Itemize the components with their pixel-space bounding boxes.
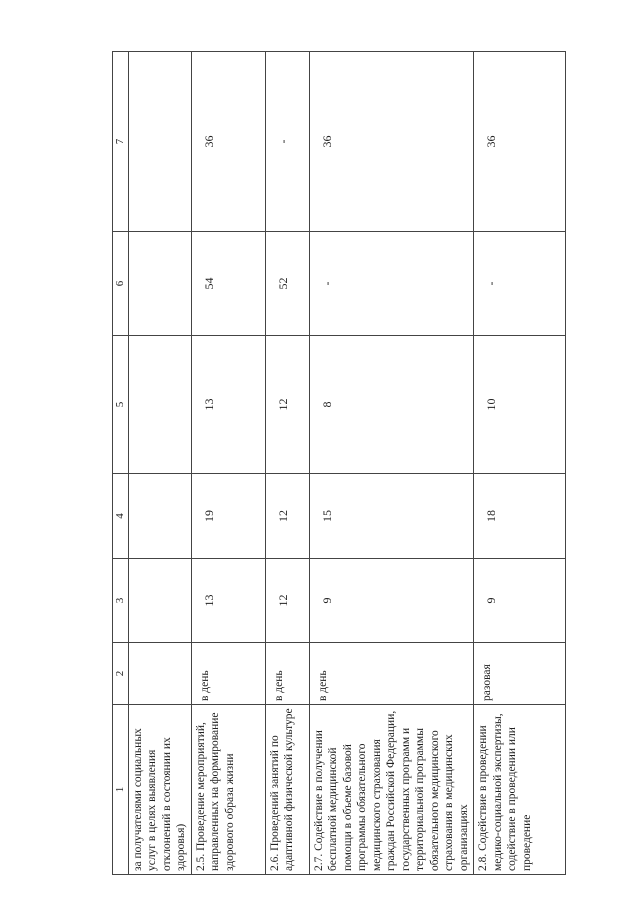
cell-value: 15 bbox=[309, 474, 474, 559]
frequency: разовая bbox=[474, 643, 566, 705]
frequency: в день bbox=[191, 643, 265, 705]
frequency: в день bbox=[265, 643, 309, 705]
table-row bbox=[474, 52, 566, 875]
cell-value: 12 bbox=[265, 336, 309, 474]
cell-value bbox=[128, 336, 191, 474]
service-name: за получателями социальных услуг в целях выявления отклонений в состоянии их здоровья) bbox=[128, 705, 191, 875]
service-name: 2.7. Содействие в получении бесплатной медицинской помощи в объеме базовой программы обязательного медицинского страхования граждан Российской Федерации, государственных программ и территориальной программы обязательного медицинского страхования в медицинских организациях bbox=[309, 705, 474, 875]
column-number: 4 bbox=[113, 474, 129, 559]
frequency bbox=[128, 643, 191, 705]
column-number: 3 bbox=[113, 559, 129, 643]
cell-value: 9 bbox=[309, 559, 474, 643]
cell-value: 8 bbox=[309, 336, 474, 474]
cell-value: 9 bbox=[474, 559, 566, 643]
service-name: 2.5. Проведение мероприятий, направленных на формирование здорового образа жизни bbox=[191, 705, 265, 875]
cell-value: 36 bbox=[474, 52, 566, 232]
cell-value: 36 bbox=[191, 52, 265, 232]
table-row bbox=[191, 52, 265, 875]
column-number: 6 bbox=[113, 232, 129, 336]
cell-value: 18 bbox=[474, 474, 566, 559]
cell-value: 13 bbox=[191, 559, 265, 643]
column-number: 5 bbox=[113, 336, 129, 474]
frequency: в день bbox=[309, 643, 474, 705]
cell-value: - bbox=[309, 232, 474, 336]
cell-value: 12 bbox=[265, 559, 309, 643]
service-name: 2.6. Проведений занятий по адаптивной физической культуре bbox=[265, 705, 309, 875]
rotated-table-container bbox=[112, 52, 533, 875]
header-row bbox=[113, 52, 129, 875]
column-number: 7 bbox=[113, 52, 129, 232]
cell-value: 12 bbox=[265, 474, 309, 559]
cell-value: 10 bbox=[474, 336, 566, 474]
service-name: 2.8. Содействие в проведении медико-социальной экспертизы, содействие в проведении или проведение bbox=[474, 705, 566, 875]
cell-value: 52 bbox=[265, 232, 309, 336]
cell-value bbox=[128, 52, 191, 232]
services-table bbox=[112, 51, 566, 875]
cell-value: - bbox=[474, 232, 566, 336]
cell-value: 13 bbox=[191, 336, 265, 474]
cell-value: 19 bbox=[191, 474, 265, 559]
cell-value bbox=[128, 474, 191, 559]
cell-value: - bbox=[265, 52, 309, 232]
cell-value bbox=[128, 559, 191, 643]
table-row bbox=[309, 52, 474, 875]
table-row bbox=[265, 52, 309, 875]
column-number: 1 bbox=[113, 705, 129, 875]
cell-value: 36 bbox=[309, 52, 474, 232]
cell-value: 54 bbox=[191, 232, 265, 336]
table-row bbox=[128, 52, 191, 875]
column-number: 2 bbox=[113, 643, 129, 705]
cell-value bbox=[128, 232, 191, 336]
